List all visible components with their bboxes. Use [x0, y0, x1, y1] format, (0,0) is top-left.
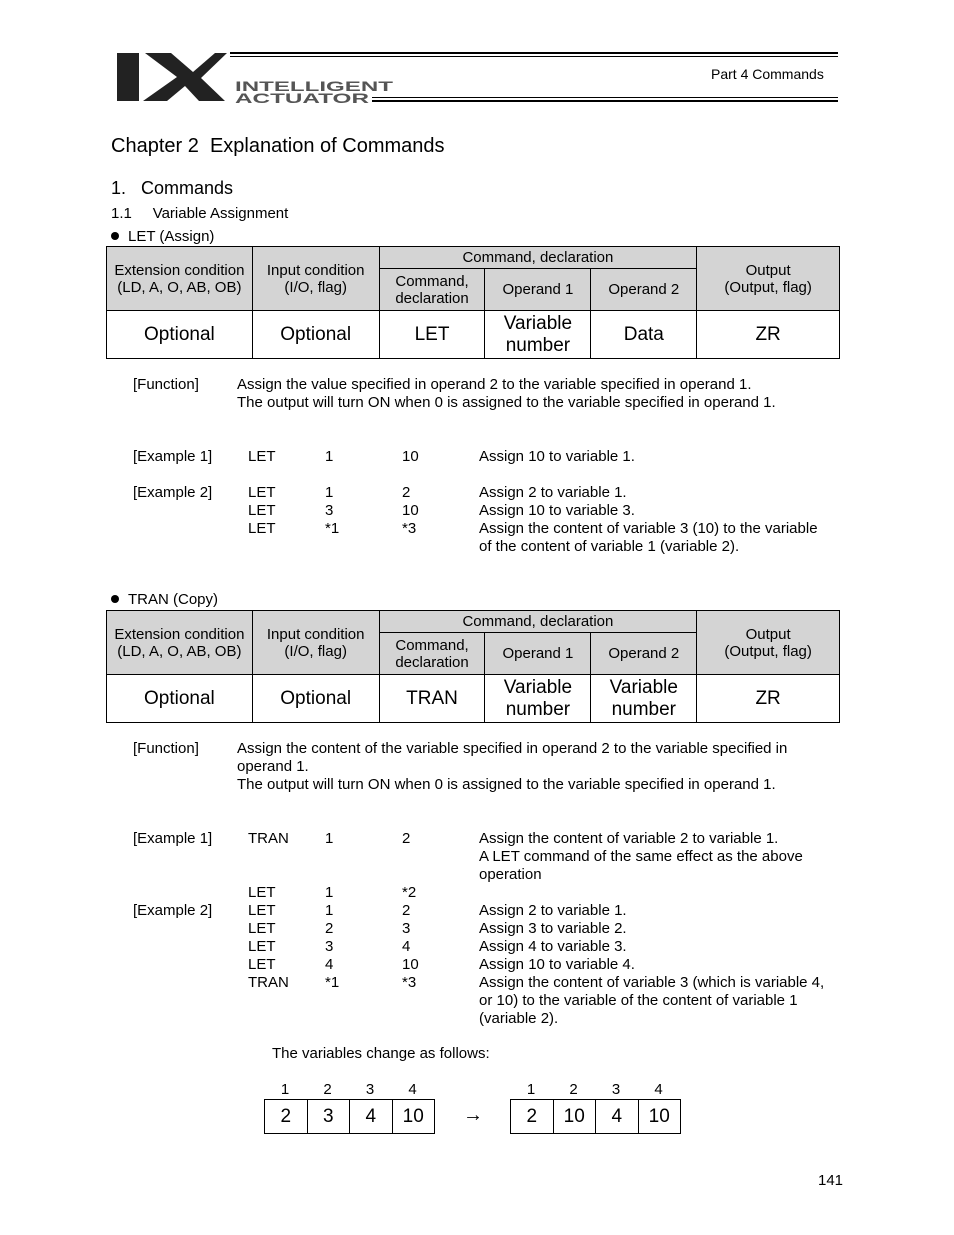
- example-comment: (variable 2).: [479, 1010, 559, 1027]
- example-operand-2: 4: [402, 938, 411, 955]
- example-comment: A LET command of the same effect as the above: [479, 848, 803, 865]
- header-command-declaration: Command, declaration: [379, 247, 697, 269]
- svg-text:INTELLIGENT: INTELLIGENT: [235, 78, 394, 94]
- example-row: [133, 520, 843, 556]
- example-command: LET: [248, 884, 276, 901]
- tran-function-text: [237, 740, 787, 794]
- variable-index: 1: [526, 1081, 536, 1098]
- tran-examples: [133, 830, 843, 1028]
- example-operand-2: *3: [402, 520, 417, 537]
- chapter-title: Chapter 2 Explanation of Commands: [111, 135, 445, 157]
- example-label: [Example 1]: [133, 830, 213, 847]
- bullet-icon: [111, 595, 119, 603]
- example-label: [Example 1]: [133, 448, 213, 465]
- header-operand-2: Operand 2: [591, 633, 697, 675]
- header-extension-condition: Extension condition (LD, A, O, AB, OB): [107, 611, 253, 675]
- example-comment: of the content of variable 1 (variable 2).: [479, 538, 740, 555]
- variable-index: 4: [654, 1081, 663, 1098]
- example-comment: Assign 10 to variable 3.: [479, 502, 635, 519]
- example-command: LET: [248, 502, 276, 519]
- variable-index: 2: [323, 1081, 332, 1098]
- example-comment: Assign the content of variable 3 (which is variable 4,: [479, 974, 825, 991]
- variable-value-before: 10: [392, 1099, 436, 1134]
- function-line: The output will turn ON when 0 is assigned to the variable specified in operand 1.: [237, 776, 776, 793]
- header-command-declaration: Command, declaration: [379, 611, 697, 633]
- example-comment: operation: [479, 866, 542, 883]
- header-input-condition: Input condition (I/O, flag): [252, 611, 379, 675]
- section-title: 1. Commands: [111, 178, 234, 198]
- variable-value-before: 4: [349, 1099, 393, 1134]
- example-command: LET: [248, 448, 276, 465]
- example-command: LET: [248, 902, 276, 919]
- variable-index: 3: [365, 1081, 375, 1098]
- intelligent-actuator-logo: [115, 50, 405, 106]
- example-row: [133, 956, 843, 974]
- header-operand-1: Operand 1: [485, 633, 591, 675]
- example-command: TRAN: [248, 974, 289, 991]
- variable-value-after: 10: [553, 1099, 597, 1134]
- example-row: [133, 502, 843, 520]
- part-title: Part 4 Commands: [711, 66, 824, 82]
- cell-operand-2: Variable number: [591, 675, 697, 723]
- example-operand-2: 10: [402, 448, 419, 465]
- example-label: [Example 2]: [133, 902, 213, 919]
- example-comment: Assign 2 to variable 1.: [479, 902, 627, 919]
- example-operand-2: 2: [402, 830, 411, 847]
- example-row: [133, 448, 843, 466]
- example-operand-1: 3: [325, 502, 334, 519]
- header-operand-1: Operand 1: [485, 269, 591, 311]
- function-line: Assign the content of the variable specified in operand 2 to the variable specified in: [237, 740, 788, 757]
- variable-index: 3: [611, 1081, 621, 1098]
- variable-value-before: 2: [264, 1099, 308, 1134]
- example-command: LET: [248, 956, 276, 973]
- example-operand-2: 10: [402, 956, 419, 973]
- variable-value-after: 10: [638, 1099, 682, 1134]
- example-operand-2: *2: [402, 884, 417, 901]
- example-operand-1: 4: [325, 956, 334, 973]
- example-comment: Assign 10 to variable 4.: [479, 956, 635, 973]
- let-examples: [133, 448, 843, 556]
- header-rule-top: [230, 52, 838, 54]
- example-operand-2: 2: [402, 902, 411, 919]
- subsection-title: 1.1 Variable Assignment: [111, 205, 289, 222]
- cell-output: ZR: [697, 311, 840, 359]
- example-comment: Assign 2 to variable 1.: [479, 484, 627, 501]
- example-operand-2: 2: [402, 484, 411, 501]
- cell-output: ZR: [697, 675, 840, 723]
- example-command: LET: [248, 938, 276, 955]
- arrow-icon: →: [463, 1104, 483, 1126]
- cell-operand-1: Variable number: [485, 311, 591, 359]
- example-comment: Assign 3 to variable 2.: [479, 920, 627, 937]
- example-label: [Example 2]: [133, 484, 213, 501]
- tran-heading-label: TRAN (Copy): [128, 591, 219, 608]
- cell-command: LET: [379, 311, 485, 359]
- cell-operand-1: Variable number: [485, 675, 591, 723]
- let-function-text: [237, 376, 776, 412]
- example-operand-2: 3: [402, 920, 411, 937]
- example-comment: Assign the content of variable 2 to variable 1.: [479, 830, 779, 847]
- variable-index: 1: [280, 1081, 290, 1098]
- header-command: Command, declaration: [379, 269, 485, 311]
- cell-command: TRAN: [379, 675, 485, 723]
- header-operand-2: Operand 2: [591, 269, 697, 311]
- example-operand-1: 1: [325, 902, 334, 919]
- example-operand-1: *1: [325, 520, 340, 537]
- variables-change-text: The variables change as follows:: [272, 1045, 490, 1062]
- example-operand-1: *1: [325, 974, 340, 991]
- example-row: [133, 938, 843, 956]
- example-operand-1: 1: [325, 830, 334, 847]
- header-rule-bottom-thick: [372, 100, 838, 102]
- let-function-label: [Function]: [133, 376, 199, 393]
- example-row: [133, 830, 843, 884]
- header-output: Output (Output, flag): [697, 247, 840, 311]
- example-row: [133, 484, 843, 502]
- example-operand-1: 3: [325, 938, 334, 955]
- header-input-condition: Input condition (I/O, flag): [252, 247, 379, 311]
- example-command: LET: [248, 484, 276, 501]
- function-line: The output will turn ON when 0 is assigned to the variable specified in operand 1.: [237, 394, 776, 411]
- example-command: LET: [248, 920, 276, 937]
- svg-text:ACTUATOR: ACTUATOR: [235, 90, 369, 106]
- example-row: [133, 920, 843, 938]
- cell-input: Optional: [252, 311, 379, 359]
- tran-function-label: [Function]: [133, 740, 199, 757]
- example-comment: Assign 10 to variable 1.: [479, 448, 635, 465]
- cell-extension: Optional: [107, 311, 253, 359]
- function-line: Assign the value specified in operand 2 to the variable specified in operand 1.: [237, 376, 752, 393]
- variable-value-after: 2: [510, 1099, 554, 1134]
- example-operand-1: 1: [325, 884, 334, 901]
- example-comment: Assign 4 to variable 3.: [479, 938, 627, 955]
- variable-index: 4: [408, 1081, 417, 1098]
- example-row: [133, 902, 843, 920]
- example-operand-1: 2: [325, 920, 334, 937]
- variable-value-after: 4: [595, 1099, 639, 1134]
- example-operand-2: *3: [402, 974, 417, 991]
- variable-value-before: 3: [307, 1099, 351, 1134]
- header-command: Command, declaration: [379, 633, 485, 675]
- example-comment: Assign the content of variable 3 (10) to the variable: [479, 520, 818, 537]
- page-number: 141: [818, 1172, 844, 1189]
- example-row: [133, 884, 843, 902]
- let-heading: [111, 228, 214, 245]
- example-row: [133, 466, 843, 484]
- header-rule-bottom: [372, 97, 838, 98]
- function-line: operand 1.: [237, 758, 309, 775]
- tran-command-table: [106, 610, 840, 723]
- example-operand-1: 1: [325, 484, 334, 501]
- example-operand-2: 10: [402, 502, 419, 519]
- cell-extension: Optional: [107, 675, 253, 723]
- example-command: TRAN: [248, 830, 289, 847]
- example-operand-1: 1: [325, 448, 334, 465]
- header-output: Output (Output, flag): [697, 611, 840, 675]
- variable-index: 2: [569, 1081, 578, 1098]
- example-comment: or 10) to the variable of the content of variable 1: [479, 992, 798, 1009]
- cell-input: Optional: [252, 675, 379, 723]
- let-command-table: [106, 246, 840, 359]
- cell-operand-2: Data: [591, 311, 697, 359]
- let-heading-label: LET (Assign): [128, 228, 215, 245]
- header-rule-top-thin: [230, 56, 838, 57]
- example-command: LET: [248, 520, 276, 537]
- tran-heading: [111, 591, 218, 608]
- example-row: [133, 974, 843, 1028]
- bullet-icon: [111, 232, 119, 240]
- header-extension-condition: Extension condition (LD, A, O, AB, OB): [107, 247, 253, 311]
